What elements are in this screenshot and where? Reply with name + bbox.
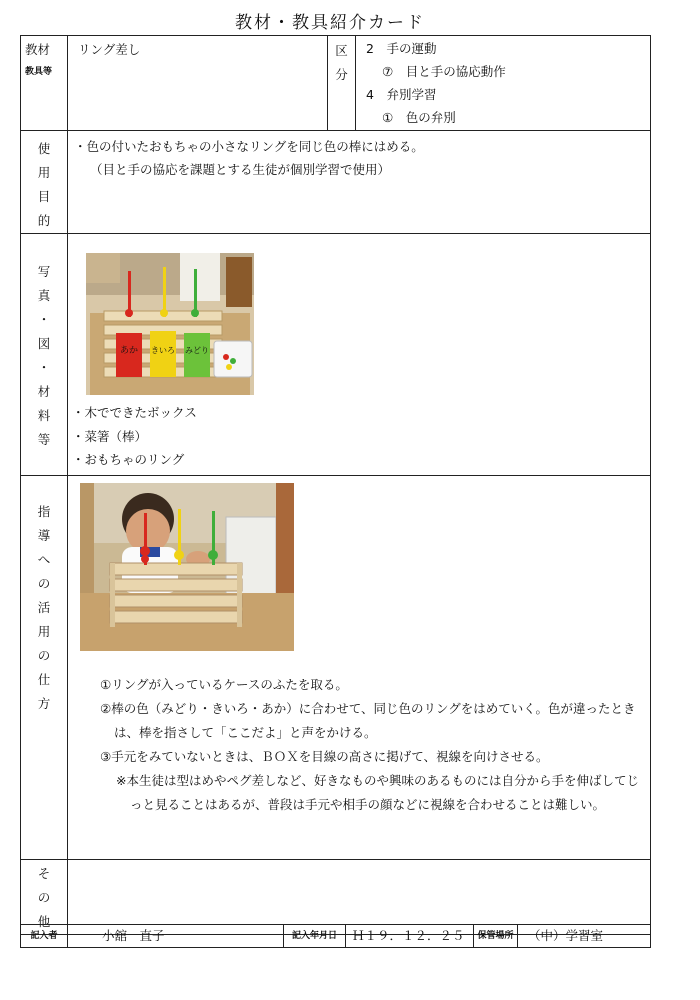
category-item: 2 手の運動 [366, 41, 437, 56]
footer-table [20, 924, 651, 948]
label-char: そ [37, 866, 51, 881]
material-card [20, 35, 651, 935]
materials-row [21, 234, 651, 476]
storage-label: 保管場所 [474, 925, 518, 948]
label-char: の [37, 648, 51, 663]
photo-label-red: あか [119, 346, 139, 356]
label-char: 活 [37, 600, 51, 615]
purpose-line: ・色の付いたおもちゃの小さなリングを同じ色の棒にはめる。 [74, 139, 424, 154]
usage-step: ②棒の色（みどり・きいろ・あか）に合わせて、同じ色のリングをはめていく。色が違ったときは、棒を指さして「ここだよ」と声をかける。 [100, 701, 636, 740]
label-char: ・ [37, 360, 51, 375]
author-label: 記入者 [21, 925, 68, 948]
ring-box-photo [86, 253, 254, 395]
author-name: 小舘 直子 [68, 925, 284, 948]
category-label-2: 分 [335, 67, 348, 82]
usage-note: ※本生徒は型はめやペグ差しなど、好きなものや興味のあるものには自分から手を伸ばしてじっと見ることはあるが、普段は手元や相手の顔などに視線を合わせることは難しい。 [116, 773, 639, 812]
materials-item: ・おもちゃのリング [72, 452, 185, 467]
label-char: ・ [37, 312, 51, 327]
label-char: 指 [37, 504, 51, 519]
date-value: Ｈ１９．１２．２５ [346, 925, 474, 948]
label-char: 料 [37, 408, 51, 423]
label-char: 目 [37, 189, 51, 204]
usage-content [68, 476, 651, 860]
usage-label [21, 476, 68, 860]
date-label: 記入年月日 [284, 925, 346, 948]
category-label-cell [328, 36, 356, 131]
materials-label [21, 234, 68, 476]
purpose-text [68, 131, 651, 234]
purpose-line: （目と手の協応を課題とする生徒が個別学習で使用） [90, 162, 391, 177]
material-sublabel: 教具等 [25, 67, 53, 77]
storage-value: （中）学習室 [518, 925, 651, 948]
label-char: 等 [37, 432, 51, 447]
label-char: 他 [37, 914, 51, 929]
label-char: 図 [37, 336, 51, 351]
photo-label-yellow: きいろ [151, 346, 175, 355]
label-char: 用 [37, 624, 51, 639]
footer-row [21, 925, 651, 948]
category-label-1: 区 [335, 43, 348, 58]
label-char: 真 [37, 288, 51, 303]
label-char: 用 [37, 165, 51, 180]
usage-steps [74, 673, 644, 817]
label-char: 導 [37, 528, 51, 543]
material-label-cell [21, 36, 68, 131]
label-char: の [37, 576, 51, 591]
materials-content [68, 234, 651, 476]
label-char: 仕 [37, 672, 51, 687]
category-item: ⑦ 目と手の協応動作 [382, 64, 506, 79]
label-char: 写 [37, 264, 51, 279]
label-char: 材 [37, 384, 51, 399]
materials-list [72, 401, 646, 472]
student-using-box-photo [80, 483, 294, 651]
header-row [21, 36, 651, 131]
usage-row [21, 476, 651, 860]
usage-step: ①リングが入っているケースのふたを取る。 [100, 677, 348, 692]
materials-item: ・木でできたボックス [72, 405, 197, 420]
category-item: 4 弁別学習 [366, 87, 437, 102]
label-char: へ [37, 552, 51, 567]
purpose-row [21, 131, 651, 234]
card-title: 教材・教具紹介カード [235, 13, 425, 33]
category-list [356, 36, 651, 131]
label-char: の [37, 890, 51, 905]
material-name: リング差し [68, 36, 328, 131]
usage-step: ③手元をみていないときは、ＢＯＸを目線の高さに掲げて、視線を向けさせる。 [100, 749, 549, 764]
photo-label-green: みどり [185, 346, 209, 355]
category-item: ① 色の弁別 [382, 110, 456, 125]
materials-item: ・菜箸（棒） [72, 428, 148, 444]
purpose-label [21, 131, 68, 234]
label-char: 使 [37, 141, 51, 156]
material-label: 教材 [25, 42, 51, 57]
label-char: 的 [37, 213, 51, 228]
label-char: 方 [37, 696, 51, 711]
